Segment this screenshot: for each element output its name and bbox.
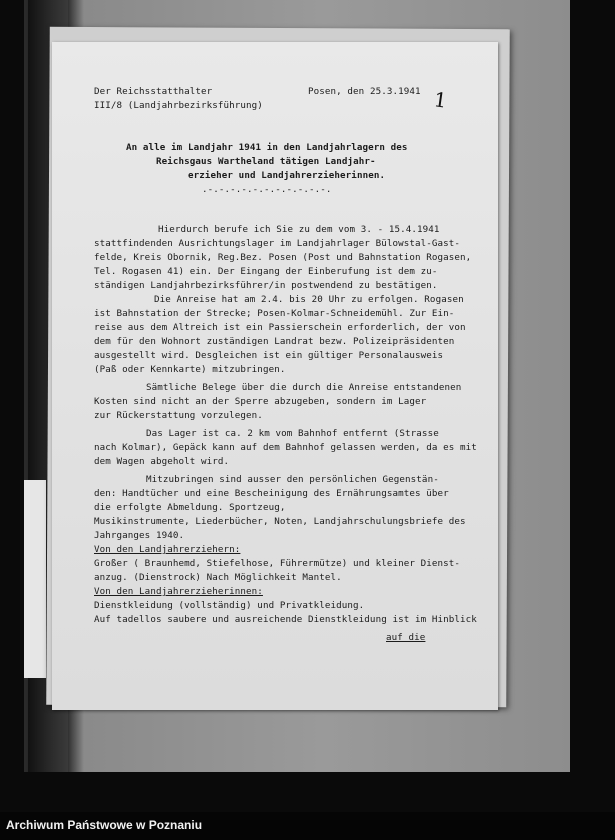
continuation-note: auf die xyxy=(386,632,426,643)
body-line: anzug. (Dienstrock) Nach Möglichkeit Mantel. xyxy=(94,572,342,583)
body-line: felde, Kreis Obornik, Reg.Bez. Posen (Post und Bahnstation Rogasen, xyxy=(94,252,472,263)
body-line: dem für den Wohnort zuständigen Landrat bezw. Polizeipräsidenten xyxy=(94,336,455,347)
body-line: Sämtliche Belege über die durch die Anreise entstandenen xyxy=(146,382,462,393)
body-line: reise aus dem Altreich ist ein Passierschein erforderlich, der von xyxy=(94,322,466,333)
body-line: Mitzubringen sind ausser den persönlichen Gegenstän- xyxy=(146,474,439,485)
body-line: Die Anreise hat am 2.4. bis 20 Uhr zu erfolgen. Rogasen xyxy=(154,294,464,305)
body-line: Auf tadellos saubere und ausreichende Dienstkleidung ist im Hinblick xyxy=(94,614,477,625)
document-page xyxy=(52,42,498,710)
body-line: Kosten sind nicht an der Sperre abzugeben, sondern im Lager xyxy=(94,396,427,407)
body-line: ausgestellt wird. Desgleichen ist ein gültiger Personalausweis xyxy=(94,350,444,361)
body-line: ist Bahnstation der Strecke; Posen-Kolmar-Schneidemühl. Zur Ein- xyxy=(94,308,455,319)
body-line: nach Kolmar), Gepäck kann auf dem Bahnhof gelassen werden, da es mit xyxy=(94,442,477,453)
separator-line: .-.-.-.-.-.-.-.-.-.-.-. xyxy=(202,184,332,195)
body-line: den: Handtücher und eine Bescheinigung des Ernährungsamtes über xyxy=(94,488,449,499)
body-line: dem Wagen abgeholt wird. xyxy=(94,456,230,467)
section-heading: Von den Landjahrerziehern: xyxy=(94,544,241,555)
body-line: Tel. Rogasen 41) ein. Der Eingang der Einberufung ist dem zu- xyxy=(94,266,438,277)
body-line: stattfindenden Ausrichtungslager im Landjahrlager Bülowstal-Gast- xyxy=(94,238,461,249)
body-line: zur Rückerstattung vorzulegen. xyxy=(94,410,263,421)
sender-department: III/8 (Landjahrbezirksführung) xyxy=(94,100,263,111)
archive-label: Archiwum Państwowe w Poznaniu xyxy=(6,818,203,832)
body-line: Musikinstrumente, Liederbücher, Noten, Landjahrschulungsbriefe des xyxy=(94,516,466,527)
body-line: Großer ( Braunhemd, Stiefelhose, Führermütze) und kleiner Dienst- xyxy=(94,558,461,569)
place-date: Posen, den 25.3.1941 xyxy=(308,86,421,97)
section-heading: Von den Landjahrerzieherinnen: xyxy=(94,586,263,597)
sender-name: Der Reichsstatthalter xyxy=(94,86,213,97)
body-line: Jahrganges 1940. xyxy=(94,530,185,541)
body-line: die erfolgte Abmeldung. Sportzeug, xyxy=(94,502,286,513)
address-line: erzieher und Landjahrerzieherinnen. xyxy=(188,170,386,181)
body-line: ständigen Landjahrbezirksführer/in postwendend zu bestätigen. xyxy=(94,280,438,291)
body-line: Hierdurch berufe ich Sie zu dem vom 3. - 15.4.1941 xyxy=(158,224,440,235)
body-line: Dienstkleidung (vollständig) und Privatkleidung. xyxy=(94,600,365,611)
paper-slip xyxy=(24,480,46,678)
body-line: Das Lager ist ca. 2 km vom Bahnhof entfernt (Strasse xyxy=(146,428,439,439)
address-line: Reichsgaus Wartheland tätigen Landjahr- xyxy=(156,156,376,167)
address-line: An alle im Landjahr 1941 in den Landjahrlagern des xyxy=(126,142,408,153)
page-number: 1 xyxy=(432,87,449,113)
body-line: (Paß oder Kennkarte) mitzubringen. xyxy=(94,364,286,375)
